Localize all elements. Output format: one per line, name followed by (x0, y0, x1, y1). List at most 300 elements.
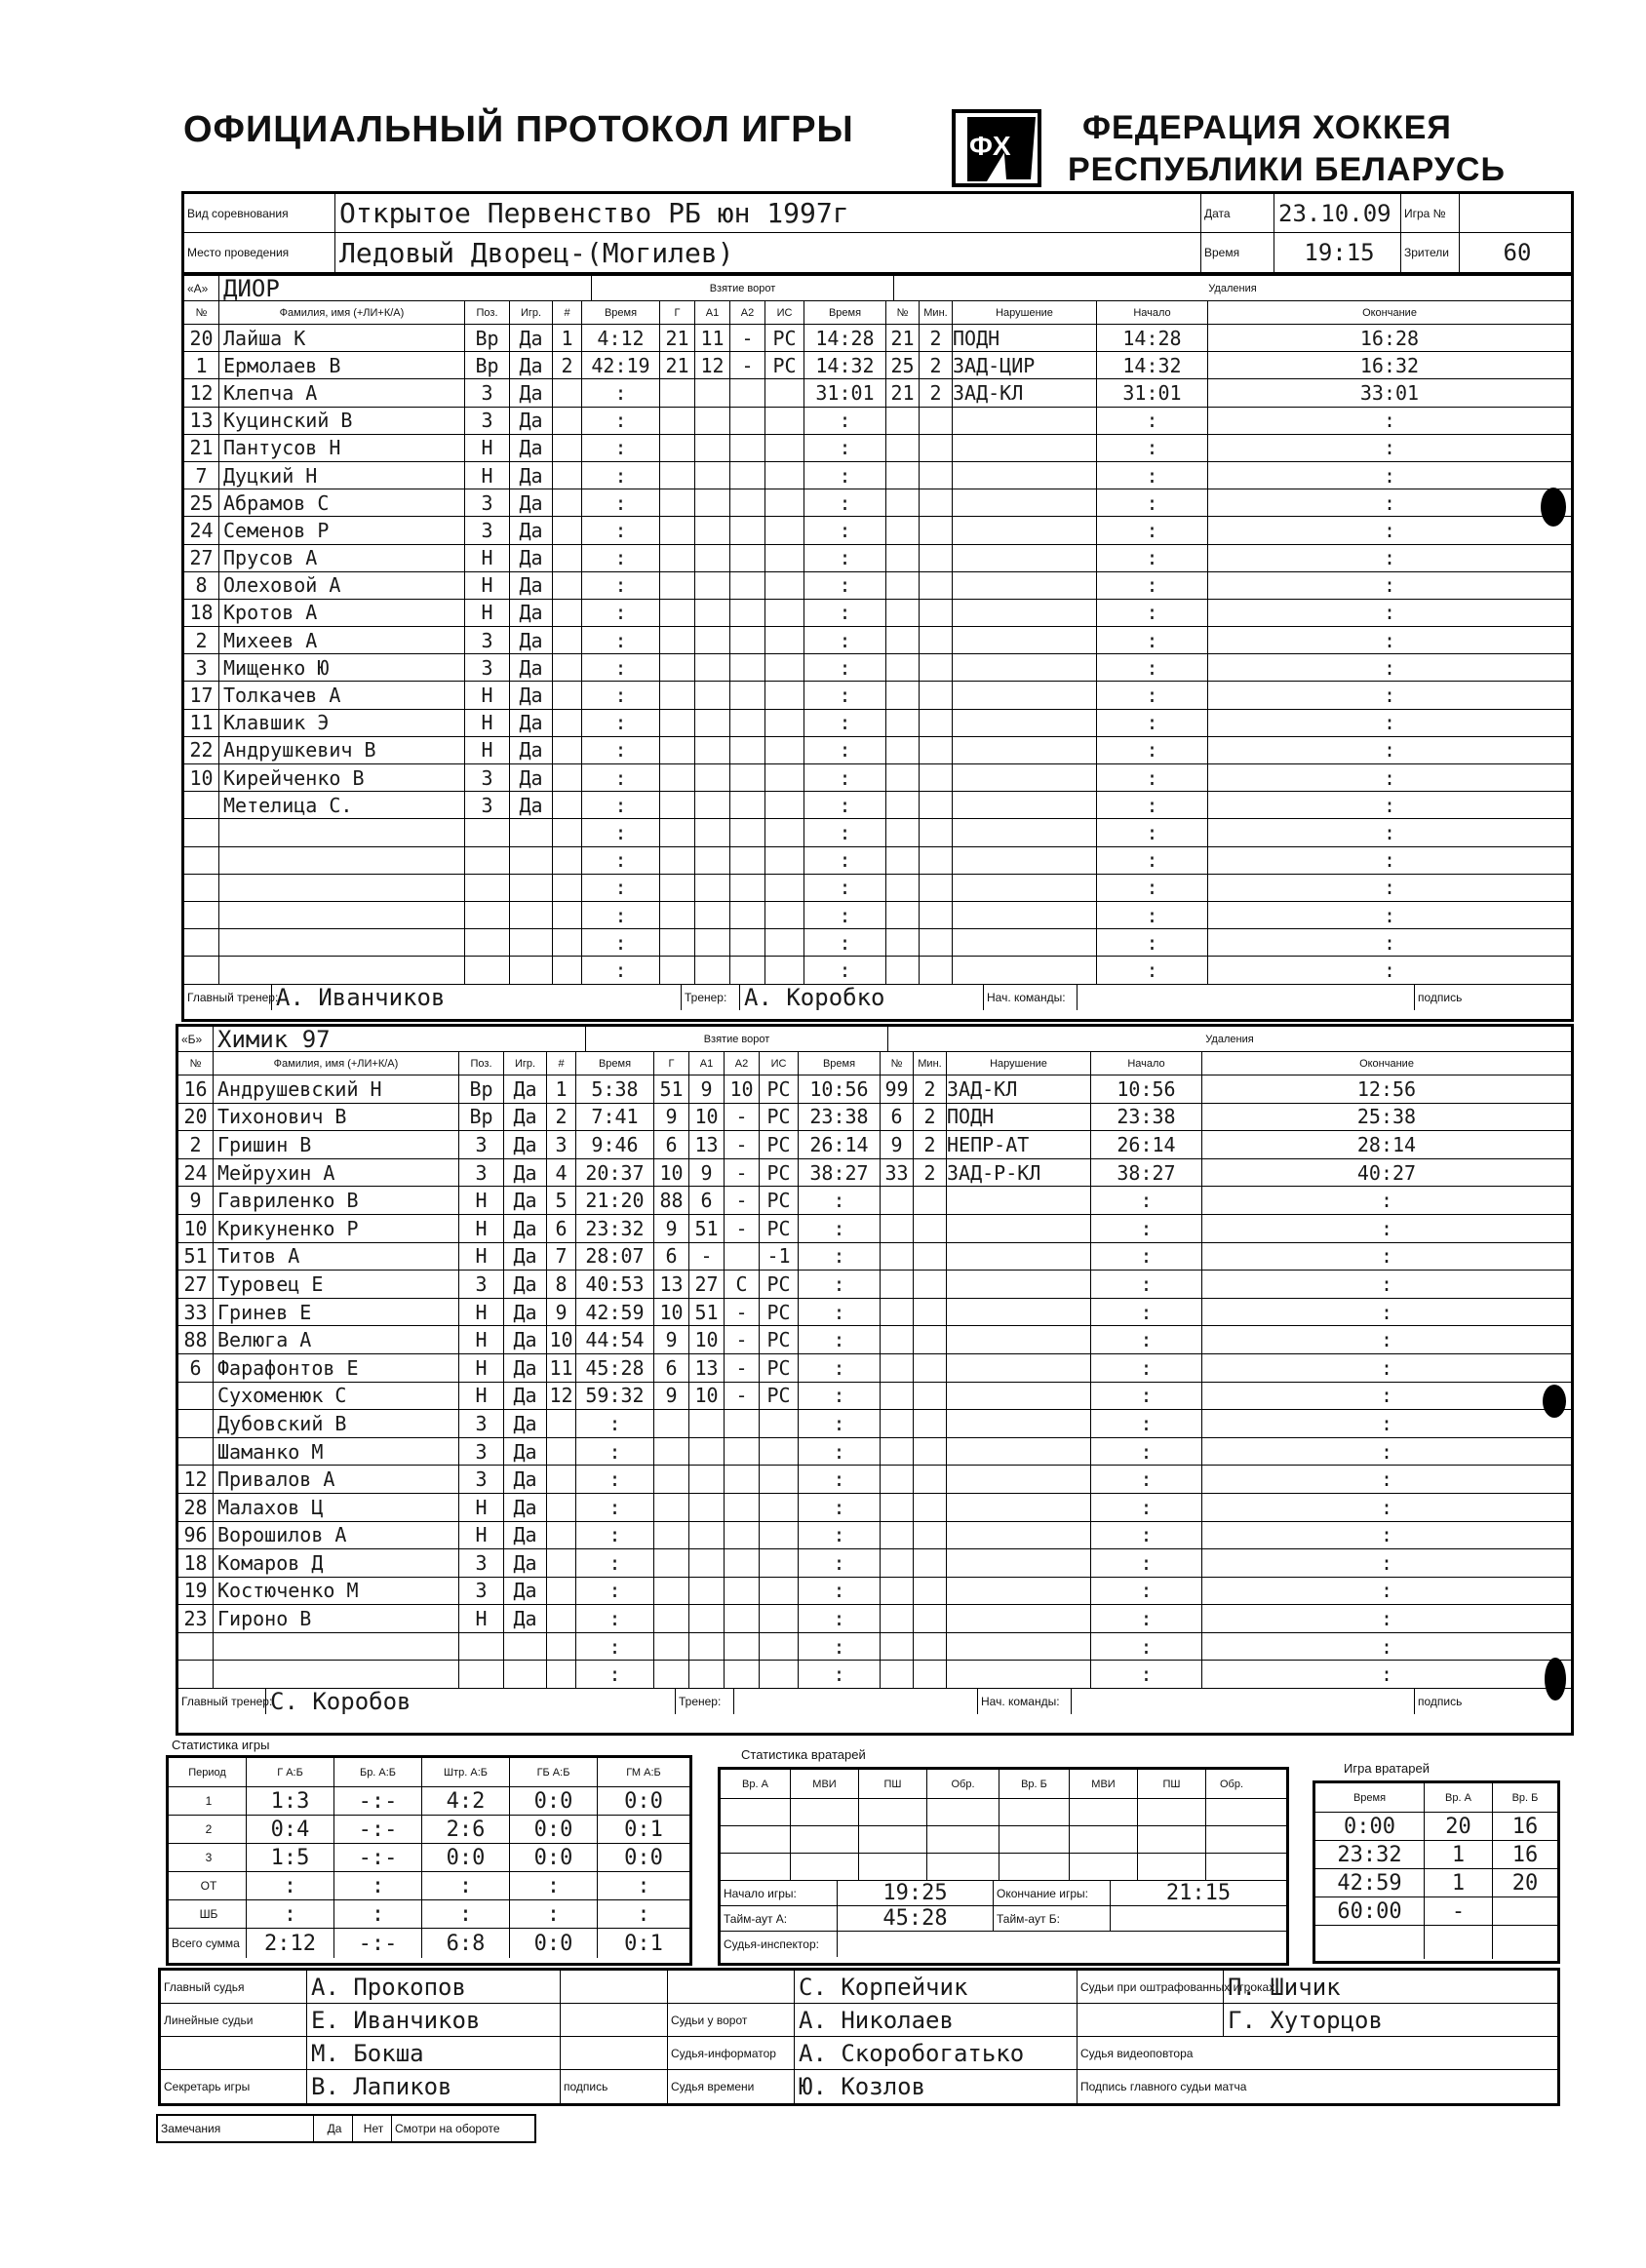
penalty-player (881, 1326, 914, 1353)
goal-assist-1 (695, 819, 730, 845)
team-label: «А» (184, 276, 219, 300)
goal-assist-1: - (689, 1243, 725, 1271)
penalty-start: : (1097, 875, 1208, 901)
goal-situation: РС (760, 1299, 799, 1326)
penalty-violation (947, 1326, 1091, 1353)
penalty-end: : (1383, 628, 1396, 652)
player-played: Да (504, 1215, 547, 1242)
informer-name: А. Скоробогатько (795, 2037, 1078, 2069)
goal-number (553, 737, 582, 763)
goal-number (553, 654, 582, 681)
goal-assist-1 (695, 408, 730, 434)
player-position: З (465, 489, 510, 516)
table-row (184, 902, 1571, 929)
venue-value: Ледовый Дворец-(Могилев) (335, 233, 1201, 272)
penalty-time: 10:56 (799, 1075, 881, 1103)
penalty-start: 38:27 (1091, 1159, 1202, 1187)
column-header: Время (799, 1052, 881, 1075)
player-number: 88 (178, 1326, 214, 1353)
goal-number: 7 (547, 1243, 576, 1271)
penalty-time: : (804, 902, 886, 928)
penalty-end: 28:14 (1356, 1132, 1417, 1156)
player-position (465, 929, 510, 956)
penalty-violation: ЗАД-КЛ (953, 379, 1097, 406)
penalty-player (886, 792, 920, 818)
player-name: Дубовский В (214, 1410, 459, 1437)
goalie-play-value: 42:59 (1315, 1869, 1425, 1897)
goal-situation: РС (760, 1104, 799, 1131)
table-row (1315, 1897, 1557, 1926)
goalie-play-cell (1493, 1926, 1557, 1959)
penalty-violation (953, 792, 1097, 818)
penalty-minutes (920, 710, 953, 736)
team-name-row (178, 1027, 1571, 1052)
table-row (178, 1131, 1571, 1159)
goal-assist-2 (730, 654, 765, 681)
penalty-minutes (914, 1243, 947, 1271)
goalie-stats-cell (791, 1799, 859, 1825)
table-row (178, 1271, 1571, 1299)
goal-situation (765, 600, 804, 626)
stats-title: Статистика игры (172, 1738, 270, 1752)
stats-header: ГМ А:Б (626, 1766, 661, 1779)
penalty-time: : (804, 764, 886, 791)
penalty-time: : (799, 1633, 881, 1661)
goal-assist-2: - (725, 1299, 760, 1326)
goalie-stats-cell (1206, 1799, 1257, 1825)
penalty-time: : (804, 545, 886, 571)
goal-scorer (660, 847, 695, 874)
secretary-name: В. Лапиков (307, 2070, 561, 2103)
column-header: А2 (730, 301, 765, 324)
penalty-start: : (1097, 929, 1208, 956)
penalty-player (886, 875, 920, 901)
player-played: Да (504, 1578, 547, 1605)
player-name: Дуцкий Н (219, 462, 465, 489)
table-row (161, 2070, 1557, 2103)
penalty-end: : (1383, 903, 1396, 927)
goal-situation: РС (760, 1159, 799, 1187)
penalty-time: : (799, 1661, 881, 1688)
goalie-play-header: Вр. Б (1511, 1791, 1539, 1804)
penalty-violation (953, 627, 1097, 653)
penalty-player (881, 1661, 914, 1688)
player-position: Н (459, 1187, 504, 1214)
goal-time: : (582, 435, 660, 461)
penalty-player: 99 (881, 1075, 914, 1103)
player-name: Фарафонтов Е (214, 1354, 459, 1382)
goalie-stats-cell (721, 1854, 791, 1880)
penalty-start: : (1091, 1215, 1202, 1242)
header-row (169, 1758, 689, 1787)
goal-judges-pad (668, 1971, 795, 2003)
linesman-pad (561, 2004, 668, 2036)
goal-time: : (582, 819, 660, 845)
penalty-end: : (1383, 463, 1396, 488)
goal-assist-2 (725, 1522, 760, 1549)
goal-number (547, 1466, 576, 1493)
column-header: Начало (1091, 1052, 1202, 1075)
signature-label: подпись (1418, 990, 1463, 1004)
timeout-a-label: Тайм-аут А: (721, 1906, 838, 1931)
penalty-end: : (1383, 958, 1396, 982)
table-row (184, 545, 1571, 572)
stats-value: : (334, 1900, 422, 1928)
player-position (459, 1633, 504, 1661)
penalty-start: : (1097, 435, 1208, 461)
federation-name-1: ФЕДЕРАЦИЯ ХОККЕЯ (1082, 109, 1452, 146)
goal-scorer (660, 462, 695, 489)
player-position: Н (465, 545, 510, 571)
player-name: Ермолаев В (219, 352, 465, 378)
player-name: Куцинский В (219, 408, 465, 434)
column-header: № (178, 1052, 214, 1075)
goal-time: : (582, 737, 660, 763)
penalty-end: : (1383, 601, 1396, 625)
player-position: Вр (459, 1104, 504, 1131)
penalty-start: : (1097, 710, 1208, 736)
penalty-violation (953, 902, 1097, 928)
goalie-stats-cell (1206, 1826, 1257, 1853)
player-played: Да (510, 517, 553, 543)
player-number: 18 (184, 600, 219, 626)
penalty-start: : (1097, 572, 1208, 599)
timeout-b-label: Тайм-аут Б: (994, 1906, 1111, 1931)
column-header: Фамилия, имя (+ЛИ+К/А) (214, 1052, 459, 1075)
goal-situation (765, 489, 804, 516)
remarks-see: Смотри на обороте (395, 2122, 500, 2135)
penalty-end: : (1380, 1467, 1393, 1492)
penalty-violation (953, 819, 1097, 845)
head-coach-label: Главный тренер: (178, 1689, 266, 1714)
goal-assist-1 (695, 682, 730, 708)
player-position: Н (459, 1326, 504, 1353)
player-name: Мейрухин А (214, 1159, 459, 1187)
header-row (184, 301, 1571, 325)
player-name: Туровец Е (214, 1271, 459, 1298)
column-header: Мин. (914, 1052, 947, 1075)
player-position: З (459, 1271, 504, 1298)
goal-assist-1: 9 (689, 1075, 725, 1103)
player-number (184, 902, 219, 928)
goal-scorer: 6 (654, 1354, 689, 1382)
penalty-end: : (1380, 1411, 1393, 1435)
player-played: Да (510, 710, 553, 736)
player-name: Велюга А (214, 1326, 459, 1353)
table-row (184, 875, 1571, 902)
goal-scorer (654, 1661, 689, 1688)
penalty-minutes (920, 764, 953, 791)
goal-time: : (576, 1549, 654, 1577)
player-played: Да (510, 462, 553, 489)
penalty-player (881, 1299, 914, 1326)
goalie-play-value: 16 (1511, 1842, 1539, 1867)
table-row (161, 2037, 1557, 2070)
goal-scorer (660, 792, 695, 818)
goal-scorer (660, 408, 695, 434)
penalty-time: : (804, 792, 886, 818)
goal-number (547, 1633, 576, 1661)
goal-assist-1: 51 (689, 1215, 725, 1242)
table-row (178, 1410, 1571, 1438)
team-b-block (176, 1024, 1574, 1736)
penalty-player: 21 (886, 379, 920, 406)
player-number: 21 (184, 435, 219, 461)
penalty-player (881, 1466, 914, 1493)
goal-number: 1 (547, 1075, 576, 1103)
penalty-end: : (1380, 1439, 1393, 1464)
penalty-minutes (914, 1410, 947, 1437)
penalty-violation: ПОДН (953, 325, 1097, 351)
player-name: Кирейченко В (219, 764, 465, 791)
player-played: Да (510, 489, 553, 516)
goal-situation (765, 847, 804, 874)
table-row (178, 1522, 1571, 1550)
player-position: З (465, 408, 510, 434)
stats-value: 0:0 (624, 1788, 663, 1814)
goalie-stats-header: Вр. А (721, 1770, 791, 1798)
stats-header: Г А:Б (247, 1758, 334, 1786)
goal-situation (760, 1605, 799, 1632)
goal-assist-2: - (725, 1326, 760, 1353)
goal-situation (765, 572, 804, 599)
penalty-player (886, 737, 920, 763)
stats-total: Всего сумма (169, 1929, 247, 1958)
penalty-end: : (1383, 684, 1396, 708)
goal-number: 10 (547, 1326, 576, 1353)
goalie-stats-cell (999, 1826, 1070, 1853)
stats-total: -:- (334, 1929, 422, 1958)
goalie-stats-cell (1070, 1854, 1138, 1880)
goal-assist-2 (730, 572, 765, 599)
goalie-stats-cell (1070, 1826, 1138, 1853)
goal-assist-2 (730, 819, 765, 845)
column-header: Мин. (920, 301, 953, 324)
penalty-start: 10:56 (1091, 1075, 1202, 1103)
goalie-stats-cell (859, 1799, 927, 1825)
player-number: 51 (178, 1243, 214, 1271)
goal-scorer (660, 902, 695, 928)
goal-situation (765, 435, 804, 461)
penalty-time: : (804, 819, 886, 845)
player-played: Да (504, 1159, 547, 1187)
penalty-player (881, 1549, 914, 1577)
team-manager-label: Нач. команды: (978, 1689, 1072, 1714)
goal-assist-1 (695, 710, 730, 736)
player-played: Да (504, 1131, 547, 1158)
penalty-time: : (804, 627, 886, 653)
goal-assist-2 (730, 902, 765, 928)
table-row (184, 710, 1571, 737)
penalty-violation (947, 1354, 1091, 1382)
player-position: Н (465, 710, 510, 736)
player-name: Мищенко Ю (219, 654, 465, 681)
table-row (184, 352, 1571, 379)
table-row (178, 1326, 1571, 1354)
penalty-time: : (799, 1522, 881, 1549)
player-number: 19 (178, 1578, 214, 1605)
penalty-end: : (1380, 1244, 1393, 1269)
penalty-minutes (920, 572, 953, 599)
penalty-player (886, 819, 920, 845)
penalty-end: : (1383, 876, 1396, 900)
goal-scorer (660, 489, 695, 516)
goalie-stats-cell (721, 1826, 791, 1853)
penalty-start: : (1091, 1605, 1202, 1632)
goal-assist-1 (689, 1438, 725, 1466)
goal-assist-2 (725, 1633, 760, 1661)
game-no-label: Игра № (1401, 194, 1460, 232)
player-played: Да (504, 1494, 547, 1521)
goal-scorer: 21 (660, 352, 695, 378)
officials-table (158, 1968, 1560, 2106)
penalty-time: : (799, 1549, 881, 1577)
goal-number (553, 408, 582, 434)
goal-scorer: 88 (654, 1187, 689, 1214)
table-row (184, 462, 1571, 489)
column-header: Поз. (459, 1052, 504, 1075)
scan-mark (1541, 488, 1566, 527)
player-position: Н (459, 1522, 504, 1549)
goal-assist-1 (689, 1605, 725, 1632)
goal-scorer (660, 517, 695, 543)
goal-scorer (660, 435, 695, 461)
penalty-end: : (1380, 1662, 1393, 1687)
column-header: Нарушение (953, 301, 1097, 324)
column-header: Окончание (1359, 1057, 1414, 1070)
goal-scorer: 9 (654, 1104, 689, 1131)
stats-value: 0:0 (422, 1844, 510, 1871)
player-number: 3 (184, 654, 219, 681)
penalty-violation (947, 1605, 1091, 1632)
player-name: Семенов Р (219, 517, 465, 543)
goal-time: : (576, 1633, 654, 1661)
player-position: Н (459, 1354, 504, 1382)
goal-assist-1 (689, 1661, 725, 1688)
player-name: Сухоменюк С (214, 1383, 459, 1410)
player-played: Да (504, 1075, 547, 1103)
goal-assist-2 (725, 1410, 760, 1437)
penalty-player (886, 489, 920, 516)
table-row (1315, 1841, 1557, 1869)
penalty-start: : (1091, 1187, 1202, 1214)
scan-mark (1543, 1385, 1566, 1418)
column-header: ИС (760, 1052, 799, 1075)
penalty-minutes (920, 408, 953, 434)
penalty-minutes (920, 929, 953, 956)
penalty-player (881, 1633, 914, 1661)
goal-assist-1 (695, 902, 730, 928)
penalty-player (881, 1605, 914, 1632)
player-position (459, 1661, 504, 1688)
table-row (178, 1633, 1571, 1662)
goal-situation (765, 710, 804, 736)
player-number: 13 (184, 408, 219, 434)
player-number (178, 1438, 214, 1466)
goal-scorer (660, 682, 695, 708)
penalty-time: : (799, 1243, 881, 1271)
penalty-time: 38:27 (799, 1159, 881, 1187)
penalty-minutes (920, 545, 953, 571)
penalty-player (886, 764, 920, 791)
table-row (184, 957, 1571, 984)
goal-situation: РС (760, 1215, 799, 1242)
goalie-play-value: 20 (1425, 1813, 1493, 1840)
penalty-player (881, 1578, 914, 1605)
penalty-violation (953, 875, 1097, 901)
penalty-player (886, 600, 920, 626)
player-played (510, 957, 553, 983)
penalty-player (881, 1243, 914, 1271)
goal-scorer: 6 (654, 1243, 689, 1271)
goal-scorer (660, 654, 695, 681)
goalie-stats-cell (1206, 1854, 1257, 1880)
player-played: Да (504, 1522, 547, 1549)
penalty-minutes (914, 1661, 947, 1688)
goal-situation (765, 819, 804, 845)
penalty-time: : (799, 1466, 881, 1493)
table-row (184, 847, 1571, 875)
column-header: Время (804, 301, 886, 324)
goal-assist-1: 11 (695, 325, 730, 351)
penalty-violation (947, 1661, 1091, 1688)
player-number: 27 (178, 1271, 214, 1298)
goal-number (553, 792, 582, 818)
goal-situation: РС (760, 1383, 799, 1410)
start-label: Начало игры: (721, 1881, 838, 1905)
table-row (178, 1661, 1571, 1689)
goal-assist-2 (725, 1549, 760, 1577)
column-header: Г (660, 301, 695, 324)
penalty-time: : (799, 1578, 881, 1605)
goal-assist-2 (730, 957, 765, 983)
table-row (178, 1215, 1571, 1243)
goal-scorer (654, 1466, 689, 1493)
penalty-violation (953, 929, 1097, 956)
goal-scorer (654, 1549, 689, 1577)
stats-value: 0:4 (247, 1816, 334, 1843)
penalty-player (881, 1522, 914, 1549)
player-played: Да (510, 764, 553, 791)
goal-assist-2: - (725, 1104, 760, 1131)
penalty-minutes (920, 682, 953, 708)
penalty-minutes (920, 792, 953, 818)
penalty-start: 23:38 (1091, 1104, 1202, 1131)
player-number: 33 (178, 1299, 214, 1326)
player-position: Н (465, 737, 510, 763)
goalie-play-table (1313, 1780, 1560, 1964)
goal-assist-2 (725, 1605, 760, 1632)
player-name: Прусов А (219, 545, 465, 571)
goal-time: : (582, 875, 660, 901)
penalty-player (881, 1215, 914, 1242)
goal-time: 45:28 (576, 1354, 654, 1382)
penalty-judge-1: П. Шичик (1228, 1973, 1341, 2001)
player-number: 28 (178, 1494, 214, 1521)
stats-value: : (422, 1900, 510, 1928)
goalie-stats-cell (721, 1799, 791, 1825)
head-coach-label: Главный тренер: (184, 985, 272, 1010)
penalty-end: : (1383, 765, 1396, 790)
goal-assist-2: - (725, 1215, 760, 1242)
period-label: 1 (169, 1787, 247, 1815)
goal-situation (760, 1466, 799, 1493)
goal-assist-2 (725, 1578, 760, 1605)
spectators-label: Зрители (1401, 233, 1460, 272)
penalty-end: : (1380, 1607, 1393, 1631)
goal-scorer (660, 764, 695, 791)
player-name: Клавшик Э (219, 710, 465, 736)
